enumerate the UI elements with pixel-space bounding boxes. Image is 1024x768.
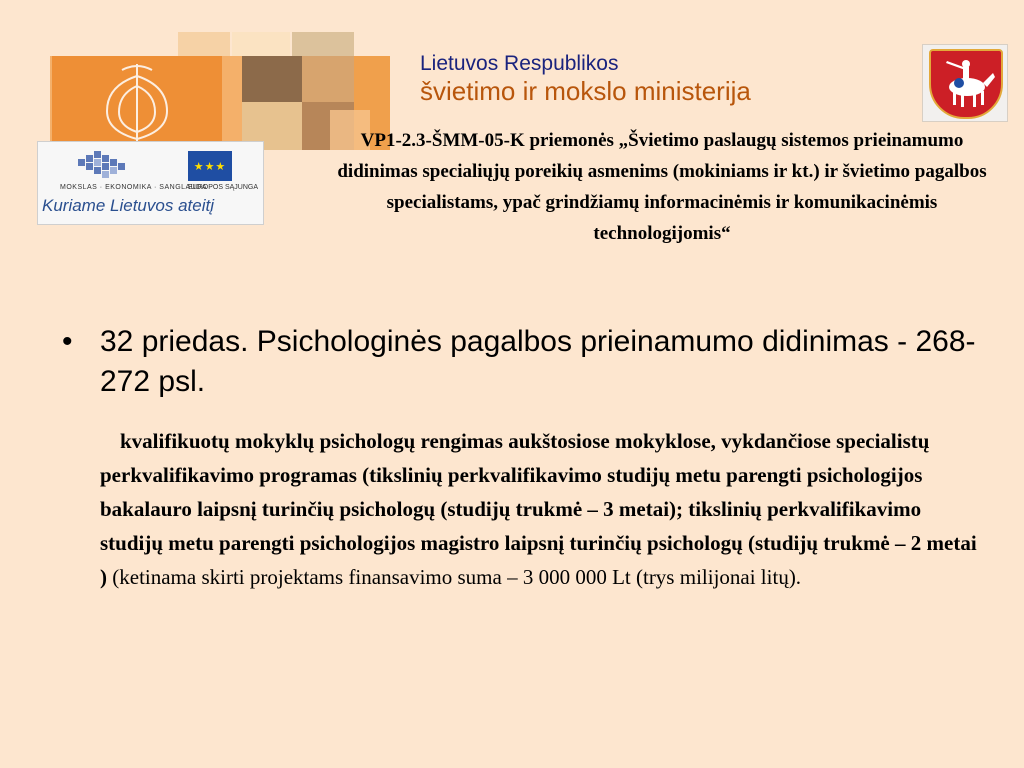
- eu-program-text: MOKSLAS · EKONOMIKA · SANGLAUDA: [60, 184, 207, 191]
- eu-union-text: EUROPOS SĄJUNGA: [188, 184, 259, 191]
- eu-flag-icon: ★★★: [188, 151, 232, 181]
- ministry-logo-panel: [52, 56, 222, 150]
- ministry-title-line2: švietimo ir mokslo ministerija: [420, 76, 751, 106]
- bullet-text: 32 priedas. Psichologinės pagalbos prieinamumo didinimas - 268-272 psl.: [100, 325, 976, 398]
- banner-photo-tile: [302, 56, 354, 102]
- ministry-emblem-icon: [52, 56, 222, 150]
- coat-of-arms: [922, 44, 1008, 122]
- banner-photo-tile: [242, 56, 302, 102]
- shield-icon: [929, 49, 1003, 119]
- ministry-title-line1: Lietuvos Respublikos: [420, 52, 619, 75]
- eu-slogan: Kuriame Lietuvos ateitį: [42, 196, 214, 215]
- banner-tile: [232, 32, 290, 56]
- bullet-icon: •: [62, 325, 73, 358]
- paragraph-bold-text: kvalifikuotų mokyklų psichologų rengimas aukštosiose mokyklose, vykdančiose specialistų perkvalifikavimo programas (tikslinių perkvalifikavimo studijų metu parengti psichologijos bakalauro laipsnį turinčių psichologų (studijų trukmė – 3 metai); tikslinių perkvalifikavimo studijų metu parengti psichologijos magistro laipsnį turinčių psichologų (studijų trukmė – 2 metai ): [100, 429, 977, 589]
- banner-tile: [178, 32, 230, 56]
- eu-funding-logo: [37, 141, 264, 225]
- banner-tile: [292, 32, 354, 56]
- body-paragraph: [100, 424, 980, 594]
- ministry-title: [420, 52, 751, 106]
- paragraph-normal-text: (ketinama skirti projektams finansavimo suma – 3 000 000 Lt (trys milijonai litų).: [107, 565, 802, 589]
- project-title: VP1-2.3-ŠMM-05-K priemonės „Švietimo paslaugų sistemos prieinamumo didinimas specialiųjų poreikių asmenims (mokiniams ir kt.) ir švietimo pagalbos specialistams, ypač grindžiamų informacinėmis ir komunikacinėmis technologijomis“: [337, 130, 987, 244]
- knight-icon: [931, 51, 1001, 117]
